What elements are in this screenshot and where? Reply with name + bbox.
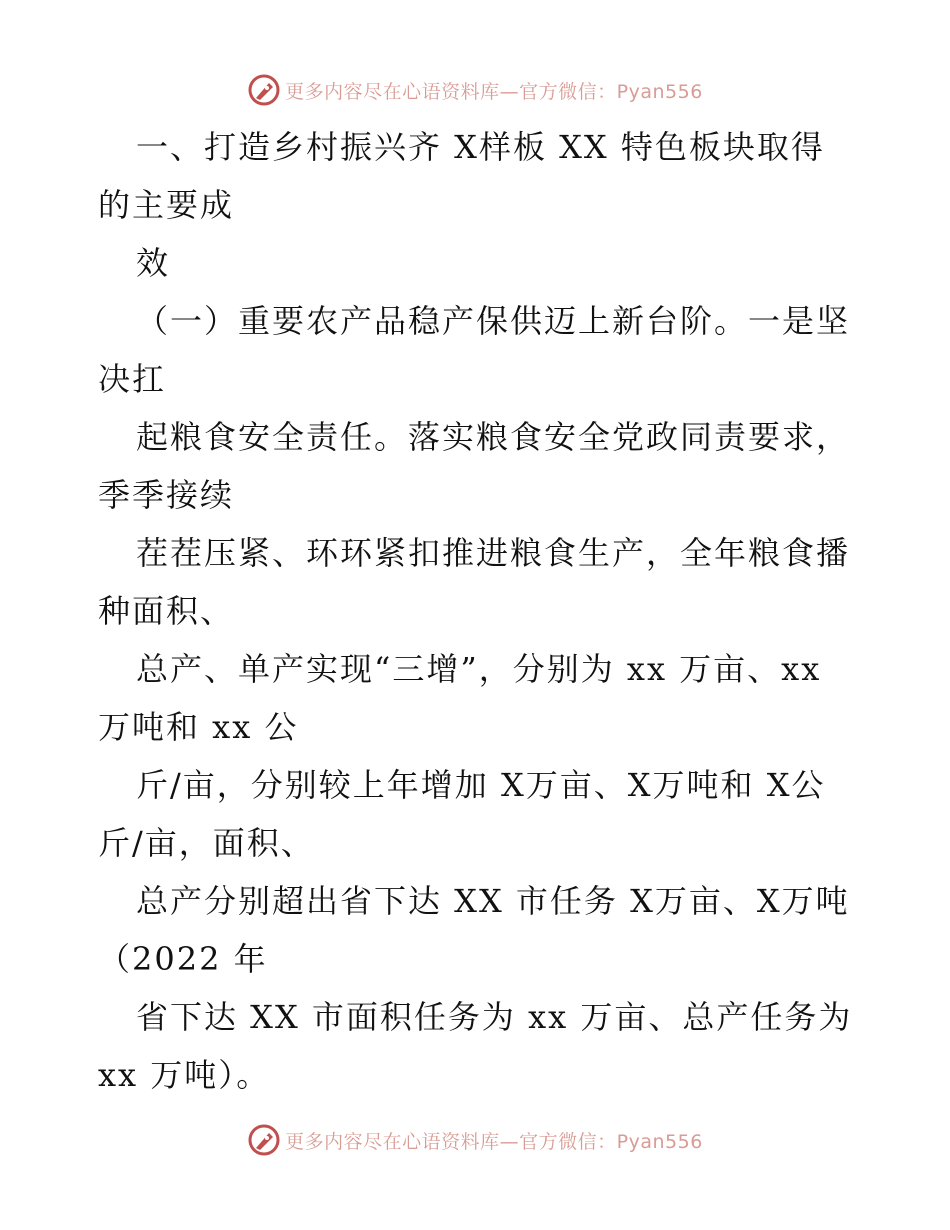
paragraph-line: （一）重要农产品稳产保供迈上新台阶。一是坚 [136,302,851,340]
paragraph-line: 茬茬压紧、环环紧扣推进粮食生产，全年粮食播 [136,534,851,572]
paragraph-line: 季季接续 [98,476,235,514]
paragraph-line: 决扛 [98,360,167,398]
paragraph-line: 总产、单产实现“三增”，分别为 xx 万亩、xx [136,650,822,688]
paragraph-line: 种面积、 [98,592,235,630]
footer-watermark-banner [0,1120,950,1160]
paragraph-line: 斤/亩，分别较上年增加 X万亩、X万吨和 X公 [136,766,826,804]
paragraph-line: 斤/亩，面积、 [98,824,315,862]
document-body [98,118,858,1104]
paragraph-line: 万吨和 xx 公 [98,708,299,746]
header-banner-text: 更多内容尽在心语资料库—官方微信：Pyan556 [285,80,703,103]
heading-line-3: 效 [136,244,171,282]
pen-nib-logo-icon [247,1123,281,1157]
footer-banner-text: 更多内容尽在心语资料库—官方微信：Pyan556 [285,1130,703,1153]
paragraph-line: xx 万吨）。 [98,1056,271,1094]
paragraph-line: 总产分别超出省下达 XX 市任务 X万亩、X万吨 [136,882,850,920]
header-watermark-banner [0,70,950,110]
heading-line-1: 一、打造乡村振兴齐 X样板 XX 特色板块取得 [136,128,825,166]
paragraph-line: 起粮食安全责任。落实粮食安全党政同责要求， [136,418,851,456]
paragraph-line: 省下达 XX 市面积任务为 xx 万亩、总产任务为 [136,998,853,1036]
pen-nib-logo-icon [247,73,281,107]
paragraph-line: （2022 年 [98,940,268,978]
heading-line-2: 的主要成 [98,186,235,224]
